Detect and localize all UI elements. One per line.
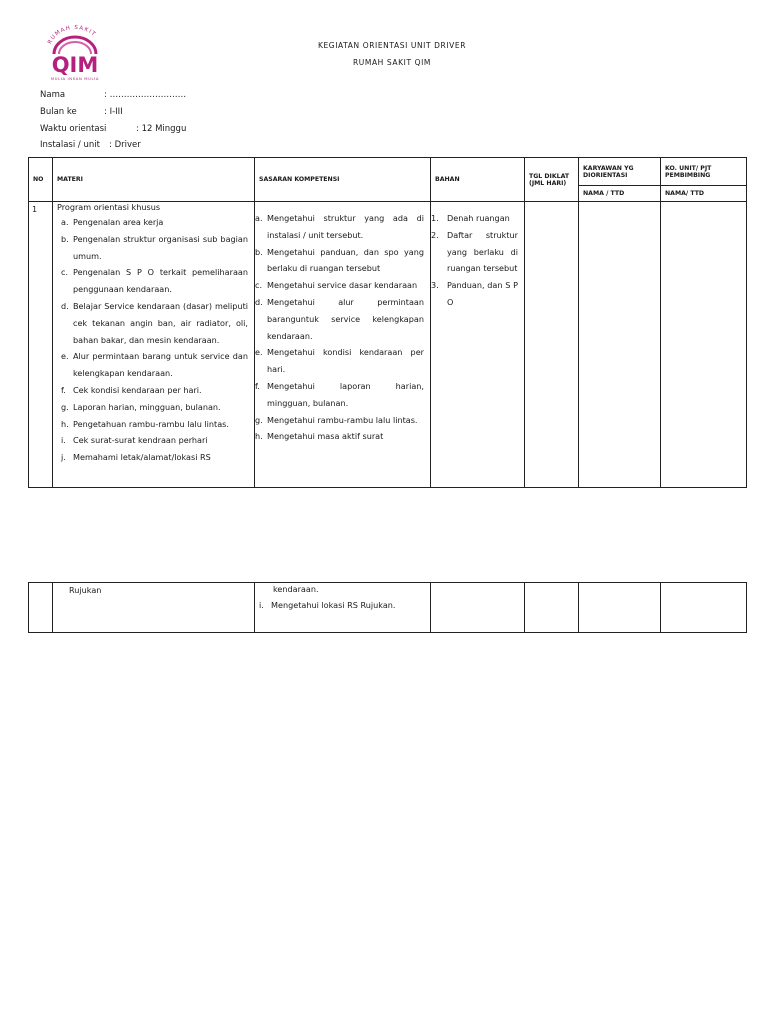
list-text: Mengetahui service dasar kendaraan: [267, 280, 418, 291]
list-item: [57, 231, 248, 265]
header-materi: MATERI: [53, 158, 255, 202]
list-item: [255, 294, 424, 344]
list-text: Belajar Service kendaraan (dasar) meliputi cek tekanan angin ban, air radiator, oli, bahan bakar, dan mesin kendaraan.: [73, 300, 248, 345]
list-text: Pengenalan S P O terkait pemeliharaan penggunaan kendaraan.: [73, 267, 248, 295]
list-marker: e.: [255, 347, 263, 358]
document-subtitle: RUMAH SAKIT QIM: [352, 58, 432, 67]
document-title: KEGIATAN ORIENTASI UNIT DRIVER: [317, 41, 467, 50]
cont-karyawan: [579, 583, 661, 633]
sasaran-list: [255, 210, 424, 445]
list-item: [431, 210, 518, 227]
header-ko-line1: KO. UNIT/ PJT: [665, 164, 712, 172]
row-materi: [53, 202, 255, 488]
list-marker: h.: [255, 431, 263, 442]
list-text: Mengetahui kondisi kendaraan per hari.: [267, 347, 424, 375]
header-tgl: [525, 158, 579, 202]
header-bahan: BAHAN: [431, 158, 525, 202]
list-marker: e.: [61, 351, 69, 362]
bahan-list: [431, 210, 518, 311]
orientation-table: [28, 157, 747, 488]
info-instalasi-value: : Driver: [109, 140, 141, 150]
info-instalasi-label: Instalasi / unit: [40, 140, 100, 150]
list-marker: j.: [61, 452, 66, 463]
list-marker: 3.: [431, 280, 439, 291]
cont-materi: Rujukan: [53, 583, 255, 633]
header-ko-line2: PEMBIMBING: [665, 171, 711, 179]
header-ko: [661, 158, 747, 186]
header-karyawan-line1: KARYAWAN YG: [583, 164, 634, 172]
cont-tgl: [525, 583, 579, 633]
list-marker: i.: [259, 600, 264, 610]
list-marker: c.: [255, 280, 263, 291]
list-marker: c.: [61, 267, 69, 278]
list-text: Laporan harian, mingguan, bulanan.: [73, 401, 221, 412]
row-ko: [661, 202, 747, 488]
list-marker: g.: [255, 414, 263, 425]
list-item: [431, 227, 518, 277]
info-nama-value: : ………………………: [104, 90, 187, 100]
list-marker: 2.: [431, 229, 439, 240]
info-bulan-value: : I-III: [104, 107, 123, 117]
list-marker: a.: [255, 213, 263, 223]
header-nama-ttd-ko: NAMA/ TTD: [661, 186, 747, 202]
list-marker: f.: [255, 380, 260, 391]
table-header-row: [29, 158, 747, 186]
header-tgl-line1: TGL DIKLAT: [529, 172, 570, 180]
list-item: [57, 264, 248, 298]
list-marker: d.: [61, 300, 69, 311]
list-text: Alur permintaan barang untuk service dan kelengkapan kendaraan.: [73, 351, 248, 379]
table-row: [29, 583, 747, 633]
header-sasaran: SASARAN KOMPETENSI: [255, 158, 431, 202]
list-item: [255, 210, 424, 244]
list-text: Mengetahui laporan harian, mingguan, bulanan.: [267, 380, 424, 408]
list-item: [255, 344, 424, 378]
cont-sasaran: [255, 583, 431, 633]
hospital-logo: [36, 24, 114, 82]
info-nama-label: Nama: [40, 90, 66, 100]
list-marker: b.: [255, 246, 263, 257]
info-waktu-label: Waktu orientasi: [40, 124, 107, 134]
logo-brand: QIM: [51, 53, 99, 77]
list-text: Cek kondisi kendaraan per hari.: [73, 384, 202, 395]
list-item: [255, 277, 424, 294]
cont-no: [29, 583, 53, 633]
list-item: [57, 449, 248, 466]
info-waktu-value: : 12 Minggu: [136, 124, 187, 134]
list-item: [57, 432, 248, 449]
list-text: Daftar struktur yang berlaku di ruangan tersebut: [447, 229, 518, 274]
list-marker: g.: [61, 401, 69, 412]
list-text: Panduan, dan S P O: [447, 280, 518, 307]
row-bahan: [431, 202, 525, 488]
list-text: Mengetahui masa aktif surat: [267, 431, 384, 442]
table-row: [29, 202, 747, 488]
list-marker: 1.: [431, 213, 439, 223]
logo-arc-text: RUMAH SAKIT: [47, 24, 97, 46]
list-item: [57, 348, 248, 382]
list-text: Memahami letak/alamat/lokasi RS: [73, 452, 211, 463]
cont-sasaran-text: kendaraan.: [273, 584, 319, 594]
row-karyawan: [579, 202, 661, 488]
list-text: Mengetahui struktur yang ada di instalasi / unit tersebut.: [267, 213, 424, 240]
list-text: Pengenalan area kerja: [73, 217, 164, 227]
list-marker: f.: [61, 384, 66, 395]
list-text: Denah ruangan: [447, 213, 510, 223]
list-text: Mengetahui panduan, dan spo yang berlaku di ruangan tersebut: [267, 246, 424, 274]
list-item: [431, 277, 518, 311]
row-tgl: [525, 202, 579, 488]
list-item: [255, 428, 424, 445]
cont-bahan: [431, 583, 525, 633]
row-sasaran: [255, 202, 431, 488]
list-text: Mengetahui alur permintaan baranguntuk service kelengkapan kendaraan.: [267, 296, 424, 341]
list-text: Pengenalan struktur organisasi sub bagian umum.: [73, 233, 248, 261]
list-marker: h.: [61, 418, 69, 429]
list-text: Cek surat-surat kendraan perhari: [73, 435, 208, 446]
list-marker: d.: [255, 296, 263, 307]
list-marker: a.: [61, 217, 69, 227]
header-no: NO: [29, 158, 53, 202]
orientation-table-continued: [28, 582, 747, 633]
list-item: [57, 214, 248, 231]
info-bulan-label: Bulan ke: [40, 107, 77, 117]
list-item: [255, 412, 424, 429]
list-text: Mengetahui lokasi RS Rujukan.: [271, 600, 396, 610]
list-item: [255, 597, 424, 613]
list-marker: b.: [61, 233, 69, 244]
materi-heading: Program orientasi khusus: [57, 202, 161, 212]
list-text: Pengetahuan rambu-rambu lalu lintas.: [73, 418, 229, 429]
list-item: [57, 298, 248, 348]
cont-ko: [661, 583, 747, 633]
list-item: [255, 378, 424, 412]
list-marker: i.: [61, 435, 66, 446]
list-item: [57, 382, 248, 399]
header-tgl-line2: (JML HARI): [529, 179, 567, 187]
logo-tagline: MULIA INSAN MULIA: [50, 76, 100, 81]
list-text: Mengetahui rambu-rambu lalu lintas.: [267, 414, 418, 425]
header-nama-ttd-karyawan: NAMA / TTD: [579, 186, 661, 202]
list-item: [57, 416, 248, 433]
row-no: 1: [29, 202, 53, 488]
header-karyawan: [579, 158, 661, 186]
header-karyawan-line2: DIORIENTASI: [583, 171, 628, 179]
list-item: [57, 399, 248, 416]
list-item: [255, 244, 424, 278]
materi-list: [57, 214, 248, 466]
